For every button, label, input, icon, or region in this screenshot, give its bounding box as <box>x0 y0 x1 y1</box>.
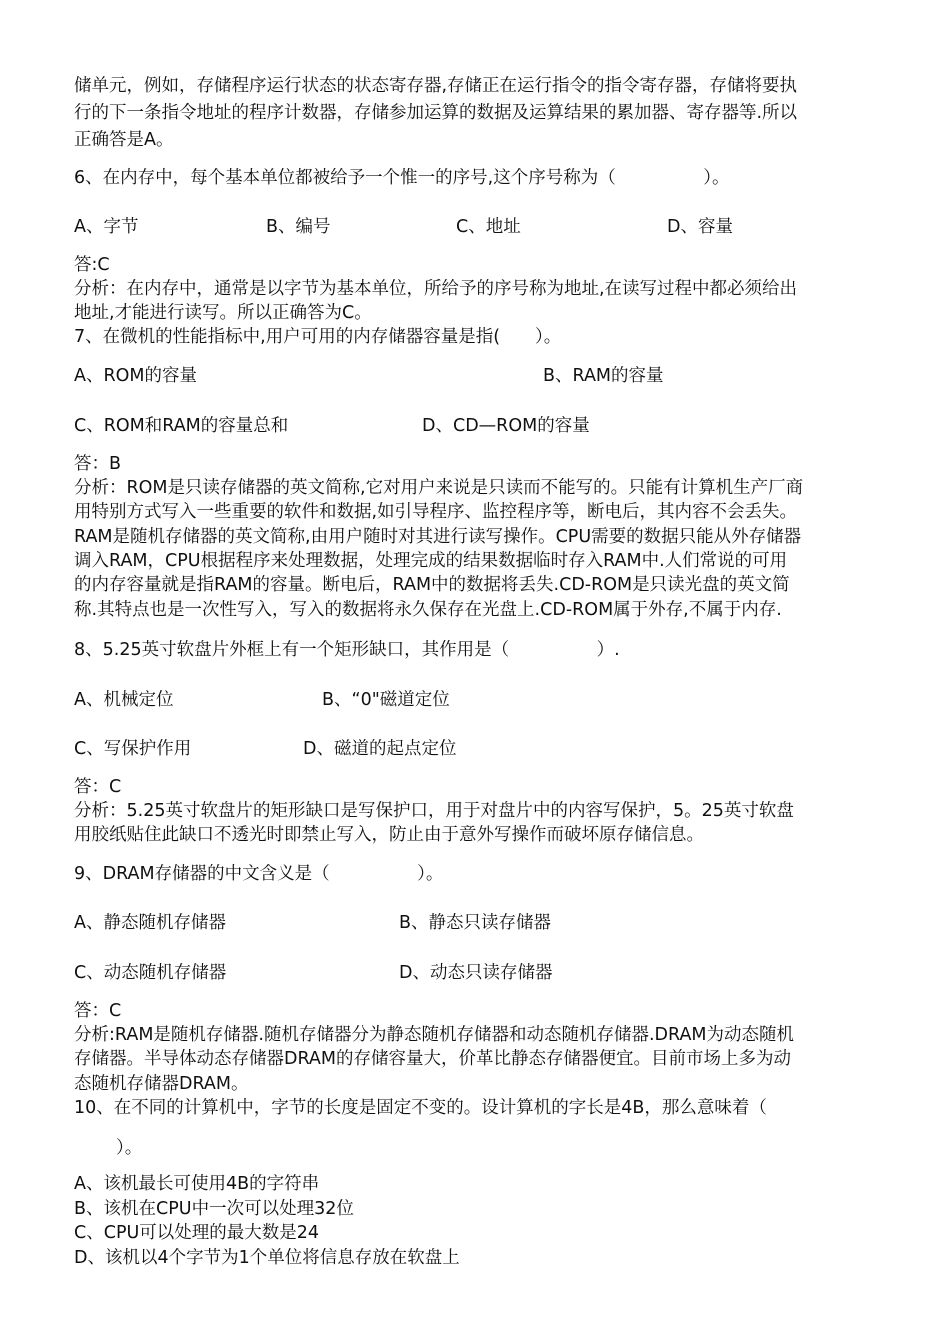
q8-analysis: 分析：5.25英寸软盘片的矩形缺口是写保护口，用于对盘片中的内容写保护，5。25英寸软盘 <box>74 801 794 821</box>
q9-analysis: 存储器。半导体动态存储器DRAM的存储容量大，价革比静态存储器便宜。目前市场上多为动 <box>74 1049 791 1069</box>
q6-option-d: D、容量 <box>667 217 733 237</box>
question-10: 10、在不同的计算机中，字节的长度是固定不变的。设计算机的字长是4B，那么意味着（ <box>74 1098 767 1118</box>
intro-line: 储单元，例如，存储程序运行状态的状态寄存器,存储正在运行指令的指令寄存器，存储将要执 <box>74 76 798 96</box>
q8-option-b: B、“0"磁道定位 <box>322 690 450 710</box>
question-8: 8、5.25英寸软盘片外框上有一个矩形缺口，其作用是（ ）. <box>74 640 620 660</box>
q7-option-c: C、ROM和RAM的容量总和 <box>74 416 289 436</box>
q9-analysis: 分析:RAM是随机存储器.随机存储器分为静态随机存储器和动态随机存储器.DRAM为动态随机 <box>74 1025 795 1045</box>
q8-option-a: A、机械定位 <box>74 690 174 710</box>
intro-line: 行的下一条指令地址的程序计数器，存储参加运算的数据及运算结果的累加器、寄存器等.所以 <box>74 103 798 123</box>
q10-option-b: B、该机在CPU中一次可以处理32位 <box>74 1199 354 1219</box>
q7-analysis: RAM是随机存储器的英文简称,由用户随时对其进行读写操作。CPU需要的数据只能从外存储器 <box>74 527 802 547</box>
q7-answer: 答：B <box>74 454 122 474</box>
question-10-continuation: ）。 <box>116 1138 143 1158</box>
q6-option-b: B、编号 <box>266 217 331 237</box>
q10-option-a: A、该机最长可使用4B的字符串 <box>74 1174 320 1194</box>
q6-answer: 答:C <box>74 255 110 275</box>
q7-analysis: 用特别方式写入一些重要的软件和数据,如引导程序、监控程序等，断电后，其内容不会丢失。 <box>74 502 798 522</box>
q7-analysis: 调入RAM，CPU根据程序来处理数据，处理完成的结果数据临时存入RAM中.人们常说的可用 <box>74 551 788 571</box>
q7-option-d: D、CD—ROM的容量 <box>422 416 590 436</box>
q10-option-c: C、CPU可以处理的最大数是24 <box>74 1223 320 1243</box>
q6-analysis: 分析：在内存中，通常是以字节为基本单位，所给予的序号称为地址,在读写过程中都必须给出 <box>74 279 798 299</box>
q9-option-b: B、静态只读存储器 <box>399 913 552 933</box>
q7-option-b: B、RAM的容量 <box>543 366 664 386</box>
q7-option-a: A、ROM的容量 <box>74 366 198 386</box>
q6-option-a: A、字节 <box>74 217 139 237</box>
q8-option-c: C、写保护作用 <box>74 739 192 759</box>
question-6: 6、在内存中，每个基本单位都被给予一个惟一的序号,这个序号称为（ ）。 <box>74 168 730 188</box>
q9-option-d: D、动态只读存储器 <box>399 963 553 983</box>
q10-option-d: D、该机以4个字节为1个单位将信息存放在软盘上 <box>74 1248 460 1268</box>
question-9: 9、DRAM存储器的中文含义是（ ）。 <box>74 864 444 884</box>
question-7: 7、在微机的性能指标中,用户可用的内存储器容量是指( ）。 <box>74 327 562 347</box>
q9-option-a: A、静态随机存储器 <box>74 913 226 933</box>
q7-analysis: 分析：ROM是只读存储器的英文简称,它对用户来说是只读而不能写的。只能有计算机生产厂商 <box>74 478 804 498</box>
q9-answer: 答：C <box>74 1001 122 1021</box>
q8-option-d: D、磁道的起点定位 <box>303 739 457 759</box>
q8-answer: 答：C <box>74 777 122 797</box>
q7-analysis: 称.其特点也是一次性写入，写入的数据将永久保存在光盘上.CD-ROM属于外存,不属于内存. <box>74 600 782 620</box>
q6-option-c: C、地址 <box>456 217 521 237</box>
q9-option-c: C、动态随机存储器 <box>74 963 227 983</box>
q8-analysis: 用胶纸贴住此缺口不透光时即禁止写入，防止由于意外写操作而破坏原存储信息。 <box>74 825 704 845</box>
q7-analysis: 的内存容量就是指RAM的容量。断电后，RAM中的数据将丢失.CD-ROM是只读光盘的英文简 <box>74 575 790 595</box>
intro-line: 正确答是A。 <box>74 130 174 150</box>
q9-analysis: 态随机存储器DRAM。 <box>74 1074 249 1094</box>
q6-analysis: 地址,才能进行读写。所以正确答为C。 <box>74 303 372 323</box>
